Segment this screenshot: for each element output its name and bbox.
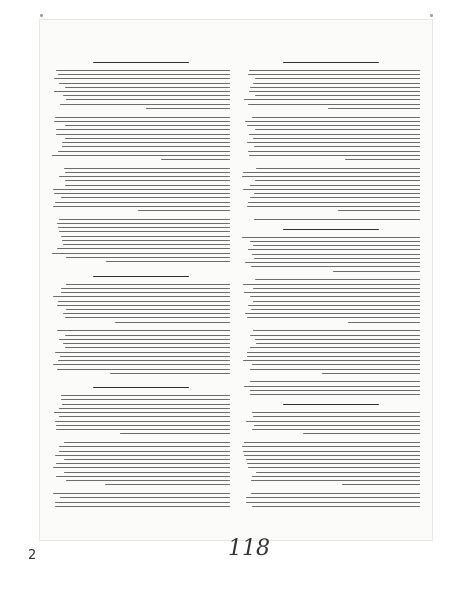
section-heading (93, 276, 189, 277)
left-column (52, 56, 230, 506)
margin-mark: 2 (28, 548, 37, 563)
section-heading (283, 404, 379, 405)
section-heading (93, 62, 189, 63)
right-column (242, 56, 420, 506)
section-heading (283, 62, 379, 63)
two-column-text (52, 56, 420, 506)
section-heading (283, 229, 379, 230)
section-heading (93, 387, 189, 388)
page-number: 118 (228, 536, 270, 561)
